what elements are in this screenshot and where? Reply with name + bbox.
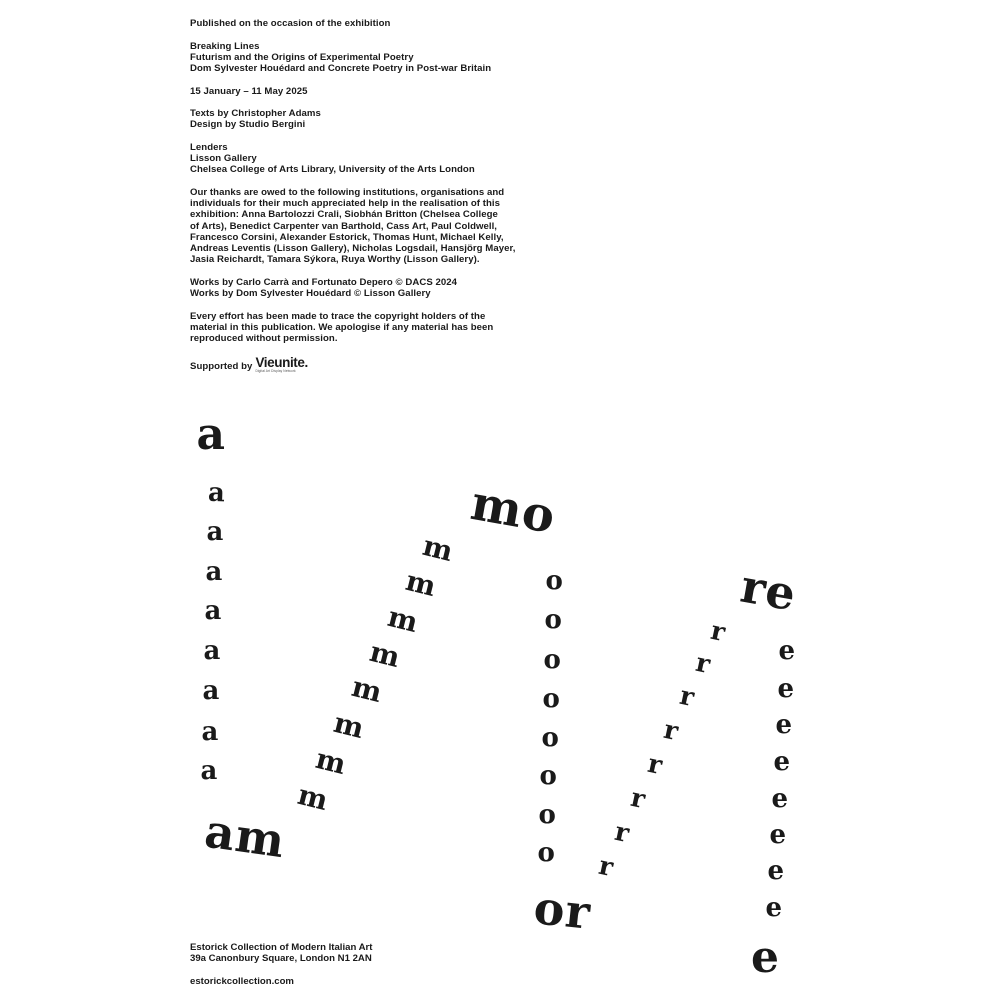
institution-name: Estorick Collection of Modern Italian Art	[190, 942, 373, 953]
poem-letter: a	[196, 409, 226, 460]
exhibition-titles	[190, 41, 530, 75]
poem-letter: o	[541, 723, 559, 753]
texts-credit: Texts by Christopher Adams	[190, 108, 321, 120]
poem-letter: m	[330, 705, 368, 746]
poem-letter: e	[778, 636, 796, 666]
disclaimer-line: material in this publication. We apologise if any material has been	[190, 321, 494, 333]
supported-by-label: Supported by	[190, 361, 253, 373]
lenders-block	[190, 142, 530, 176]
exhibition-dates: 15 January – 11 May 2025	[190, 85, 308, 97]
dates-block	[190, 86, 530, 97]
footer	[190, 942, 372, 987]
thanks-line: individuals for their much appreciated help in the realisation of this	[190, 198, 501, 210]
exhibition-subtitle: Futurism and the Origins of Experimental Poetry	[190, 51, 414, 63]
poem-letter: a	[205, 557, 223, 587]
poem-letter: o	[542, 684, 560, 714]
poem-letter: re	[736, 558, 801, 622]
vieunite-logo-tagline: Digital Art Display Network	[255, 368, 296, 373]
colophon-text	[190, 18, 530, 373]
poem-letter: a	[200, 756, 218, 786]
lender-item: Lisson Gallery	[190, 153, 257, 165]
poem-letter: m	[402, 563, 440, 604]
poem-letter: r	[708, 615, 728, 649]
poem-letter: m	[294, 777, 332, 818]
poem-letter: or	[530, 880, 593, 940]
intro-line: Published on the occasion of the exhibition	[190, 18, 391, 29]
poem-letter: e	[767, 856, 785, 886]
poem-letter: r	[612, 816, 632, 850]
vieunite-logo	[255, 356, 307, 373]
poem-letter: o	[544, 605, 562, 635]
poem-letter: e	[751, 932, 779, 983]
poem-letter: a	[204, 596, 222, 626]
poem-letter: o	[537, 838, 555, 868]
copyright-block	[190, 277, 530, 299]
poem-letter: e	[765, 893, 783, 923]
poem-letter: a	[201, 717, 219, 747]
poem-letter: r	[693, 647, 713, 681]
supported-by	[190, 356, 530, 373]
poem-letter: a	[206, 517, 224, 547]
poem-letter: e	[775, 710, 793, 740]
vieunite-logo-word: Vieunite.	[255, 354, 308, 370]
poem-letter: o	[539, 761, 557, 791]
poem-letter: a	[202, 676, 220, 706]
poem-letter: mo	[466, 475, 560, 545]
website-link[interactable]: estorickcollection.com	[190, 976, 294, 987]
poem-letter: e	[771, 784, 789, 814]
poem-letter: m	[419, 528, 457, 569]
poem-letter: am	[201, 803, 289, 869]
poem-letter: o	[538, 800, 556, 830]
exhibition-subtitle-second: Dom Sylvester Houédard and Concrete Poetry in Post-war Britain	[190, 63, 492, 74]
lenders-heading: Lenders	[190, 141, 228, 153]
poem-letter: a	[203, 636, 221, 666]
poem-letter: m	[348, 669, 386, 710]
thanks-line: Our thanks are owed to the following institutions, organisations and	[190, 186, 505, 198]
poem-letter: r	[661, 714, 681, 748]
poem-letter: o	[545, 566, 563, 596]
thanks-line: Andreas Leventis (Lisson Gallery), Nicholas Logsdail, Hansjörg Mayer,	[190, 243, 516, 254]
thanks-block	[190, 187, 530, 265]
thanks-line: Jasia Reichardt, Tamara Sýkora, Ruya Worthy (Lisson Gallery).	[190, 254, 480, 266]
design-credit: Design by Studio Bergini	[190, 119, 306, 131]
copyright-line: Works by Carlo Carrà and Fortunato Depero © DACS 2024	[190, 276, 458, 288]
poem-letter: r	[628, 782, 648, 816]
copyright-line: Works by Dom Sylvester Houédard © Lisson Gallery	[190, 288, 431, 299]
lender-item: Chelsea College of Arts Library, University of the Arts London	[190, 164, 475, 176]
exhibition-title: Breaking Lines	[190, 40, 260, 52]
poem-letter: m	[312, 741, 350, 782]
disclaimer-line: reproduced without permission.	[190, 333, 338, 344]
intro-block	[190, 18, 530, 29]
poem-letter: e	[777, 674, 795, 704]
disclaimer-block	[190, 311, 530, 345]
poem-letter: r	[596, 850, 616, 884]
thanks-line: of Arts), Benedict Carpenter van Barthold, Cass Art, Paul Coldwell,	[190, 220, 498, 232]
poem-letter: m	[384, 599, 422, 640]
poem-letter: r	[677, 680, 697, 714]
institution-address: 39a Canonbury Square, London N1 2AN	[190, 953, 372, 965]
disclaimer-line: Every effort has been made to trace the copyright holders of the	[190, 310, 486, 322]
thanks-line: exhibition: Anna Bartolozzi Crali, Siobhán Britton (Chelsea College	[190, 209, 498, 221]
poem-letter: a	[206, 477, 225, 509]
poem-letter: m	[366, 634, 404, 675]
thanks-line: Francesco Corsini, Alexander Estorick, Thomas Hunt, Michael Kelly,	[190, 231, 504, 243]
credits-block	[190, 108, 530, 130]
poem-letter: e	[769, 820, 787, 850]
poem-letter: o	[543, 645, 561, 675]
poem-letter: r	[645, 748, 665, 782]
poem-letter: e	[773, 747, 791, 777]
